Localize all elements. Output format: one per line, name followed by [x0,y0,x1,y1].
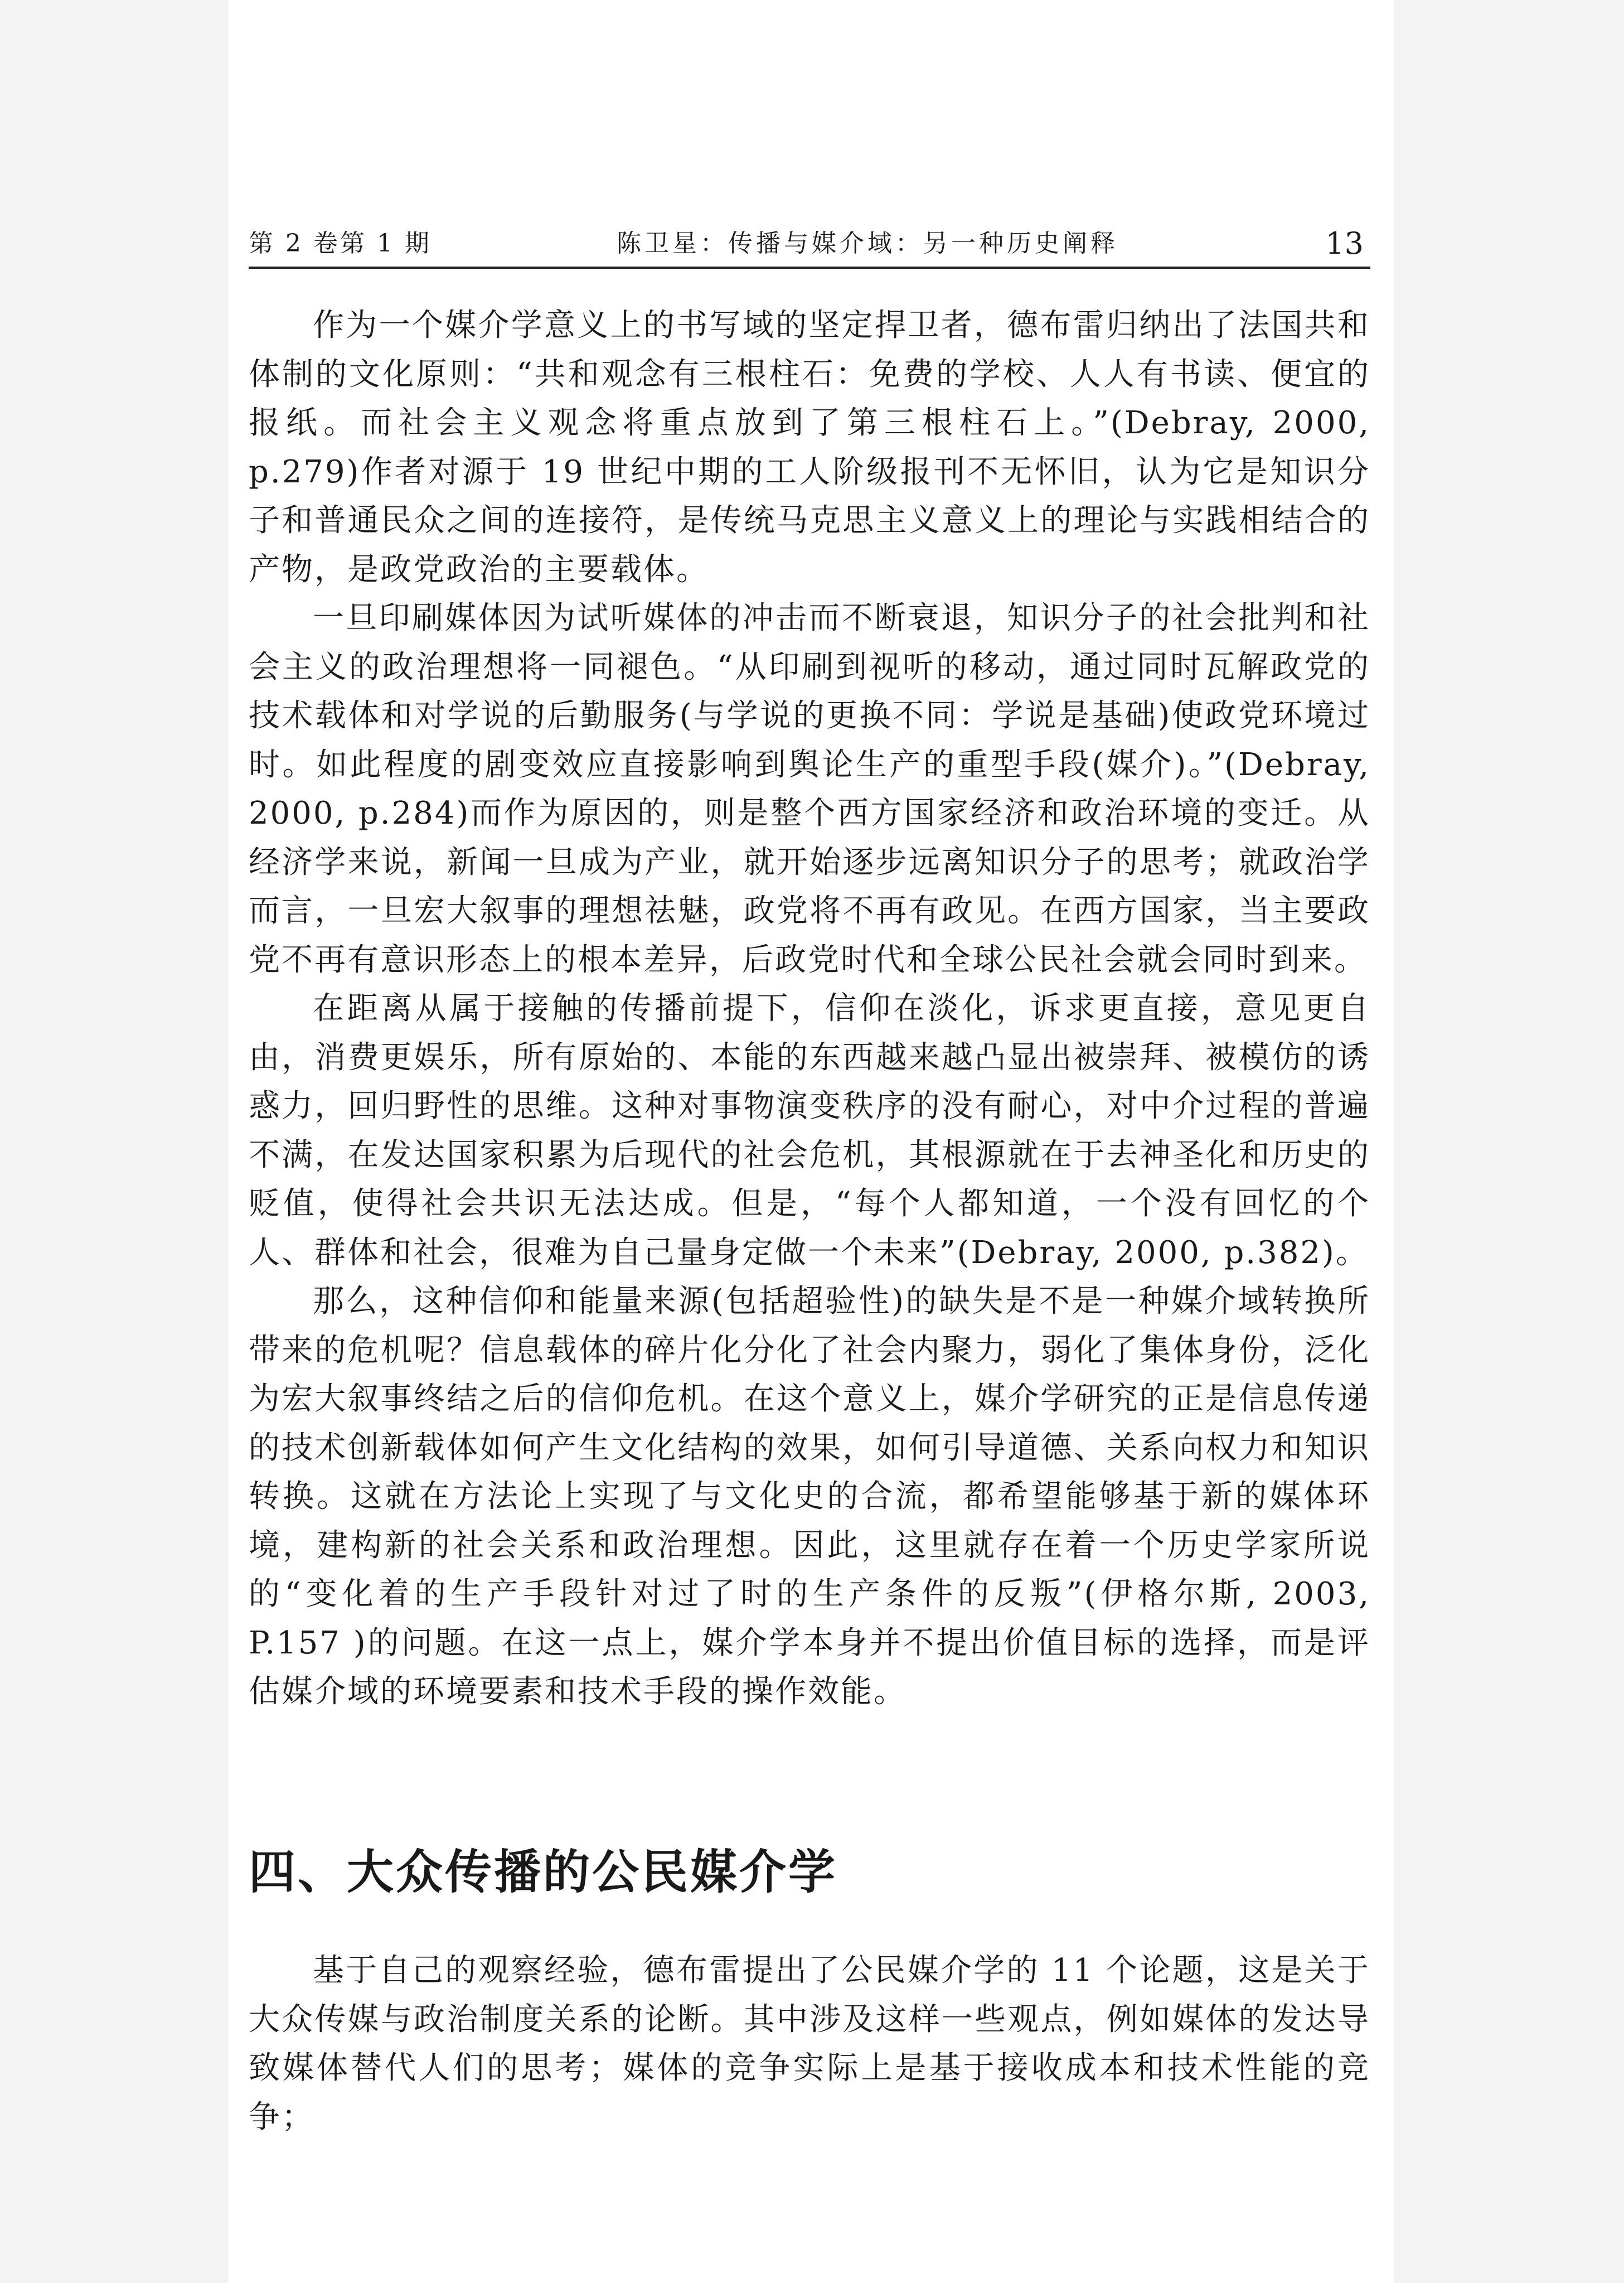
body-text [249,301,1370,1716]
page-number: 13 [1325,226,1364,261]
paragraph: 一旦印刷媒体因为试听媒体的冲击而不断衰退，知识分子的社会批判和社会主义的政治理想将一同褪色。“从印刷到视听的移动，通过同时瓦解政党的技术载体和对学说的后勤服务(与学说的更换不同：学说是基础)使政党环境过时。如此程度的剧变效应直接影响到舆论生产的重型手段(媒介)。”(Debray, 2000, p.284)而作为原因的，则是整个西方国家经济和政治环境的变迁。从经济学来说，新闻一旦成为产业，就开始逐步远离知识分子的思考；就政治学而言，一旦宏大叙事的理想祛魅，政党将不再有政见。在西方国家，当主要政党不再有意识形态上的根本差异，后政党时代和全球公民社会就会同时到来。 [249,600,1370,978]
section-body-text [249,1946,1370,2141]
paragraph: 那么，这种信仰和能量来源(包括超验性)的缺失是不是一种媒介域转换所带来的危机呢？信息载体的碎片化分化了社会内聚力，弱化了集体身份，泛化为宏大叙事终结之后的信仰危机。在这个意义上，媒介学研究的正是信息传递的技术创新载体如何产生文化结构的效果，如何引导道德、关系向权力和知识转换。这就在方法论上实现了与文化史的合流，都希望能够基于新的媒体环境，建构新的社会关系和政治理想。因此，这里就存在着一个历史学家所说的“变化着的生产手段针对过了时的生产条件的反叛”(伊格尔斯, 2003, P.157 )的问题。在这一点上，媒介学本身并不提出价值目标的选择，而是评估媒介域的环境要素和技术手段的操作效能。 [249,1283,1370,1710]
paragraph: 作为一个媒介学意义上的书写域的坚定捍卫者，德布雷归纳出了法国共和体制的文化原则：“共和观念有三根柱石：免费的学校、人人有书读、便宜的报纸。而社会主义观念将重点放到了第三根柱石上。”(Debray, 2000, p.279)作者对源于 19 世纪中期的工人阶级报刊不无怀旧，认为它是知识分子和普通民众之间的连接符，是传统马克思主义意义上的理论与实践相结合的产物，是政党政治的主要载体。 [249,307,1370,588]
running-title: 陈卫星：传播与媒介域：另一种历史阐释 [617,229,1118,258]
paragraph: 基于自己的观察经验，德布雷提出了公民媒介学的 11 个论题，这是关于大众传媒与政治制度关系的论断。其中涉及这样一些观点，例如媒体的发达导致媒体替代人们的思考；媒体的竞争实际上是基于接收成本和技术性能的竞争； [249,1952,1370,2135]
paragraph: 在距离从属于接触的传播前提下，信仰在淡化，诉求更直接，意见更自由，消费更娱乐，所有原始的、本能的东西越来越凸显出被崇拜、被模仿的诱惑力，回归野性的思维。这种对事物演变秩序的没有耐心，对中介过程的普遍不满，在发达国家积累为后现代的社会危机，其根源就在于去神圣化和历史的贬值，使得社会共识无法达成。但是，“每个人都知道，一个没有回忆的个人、群体和社会，很难为自己量身定做一个未来”(Debray, 2000, p.382)。 [249,990,1370,1271]
issue-label: 第 2 卷第 1 期 [249,229,432,258]
section-heading: 四、大众传播的公民媒介学 [249,1845,838,1899]
running-header [249,223,1370,269]
